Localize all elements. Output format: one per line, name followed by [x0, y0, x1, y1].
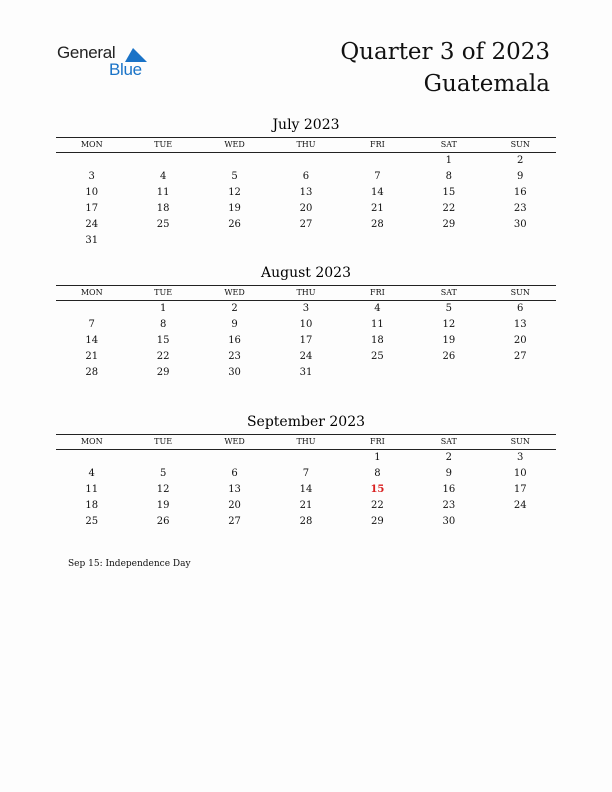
holiday-date-cell: 15	[370, 484, 385, 495]
holiday-note: Sep 15: Independence Day	[68, 559, 191, 569]
title-country: Guatemala	[423, 71, 550, 97]
empty-date-cell	[270, 153, 341, 169]
week-row	[56, 217, 556, 233]
weekday-header-row	[56, 285, 556, 301]
date-cell: 21	[299, 500, 313, 511]
date-cell: 1	[445, 155, 452, 166]
date-cell: 27	[228, 516, 241, 527]
date-cell: 22	[442, 203, 456, 214]
date-cell: 18	[156, 203, 170, 214]
empty-date-cell	[270, 233, 341, 249]
date-cell: 21	[371, 203, 384, 214]
date-cell: 28	[85, 367, 99, 378]
empty-date-cell	[342, 153, 413, 169]
date-cell: 29	[371, 516, 384, 527]
empty-date-cell	[199, 153, 270, 169]
weekday-label: TUE	[154, 288, 173, 297]
date-cell: 17	[513, 484, 527, 495]
date-cell: 6	[231, 468, 238, 479]
date-cell: 14	[371, 187, 384, 198]
date-cell: 26	[228, 219, 241, 230]
week-row	[56, 514, 556, 530]
title-quarter: Quarter 3 of 2023	[340, 39, 550, 65]
empty-date-cell	[485, 233, 556, 249]
empty-date-cell	[342, 233, 413, 249]
empty-date-cell	[270, 450, 341, 466]
weekday-label: FRI	[370, 288, 385, 297]
date-cell: 28	[299, 516, 313, 527]
date-cell: 3	[517, 452, 524, 463]
month-title: August 2023	[261, 265, 351, 281]
weekday-label: MON	[80, 288, 103, 297]
date-cell: 7	[374, 171, 381, 182]
weekday-label: SUN	[510, 140, 530, 149]
calendar-july	[56, 116, 556, 249]
date-cell: 5	[445, 303, 452, 314]
calendar-august	[56, 264, 556, 381]
date-cell: 9	[517, 171, 524, 182]
week-row	[56, 169, 556, 185]
weekday-label: MON	[80, 140, 103, 149]
weekday-label: SUN	[510, 437, 530, 446]
date-cell: 14	[299, 484, 313, 495]
date-cell: 20	[299, 203, 313, 214]
date-cell: 16	[513, 187, 527, 198]
date-cell: 6	[517, 303, 524, 314]
weekday-label: SAT	[440, 437, 457, 446]
page-title	[340, 36, 550, 100]
weekday-label: TUE	[154, 140, 173, 149]
week-row	[56, 482, 556, 498]
date-cell: 9	[445, 468, 452, 479]
empty-date-cell	[485, 365, 556, 381]
date-cell: 2	[517, 155, 524, 166]
empty-date-cell	[56, 450, 127, 466]
date-cell: 17	[299, 335, 313, 346]
date-cell: 27	[513, 351, 527, 362]
week-row	[56, 153, 556, 169]
generalblue-logo	[57, 43, 157, 83]
weekday-label: WED	[224, 437, 245, 446]
date-cell: 12	[156, 484, 170, 495]
date-cell: 3	[302, 303, 310, 314]
empty-date-cell	[342, 365, 413, 381]
date-cell: 4	[159, 171, 167, 182]
date-cell: 18	[85, 500, 99, 511]
date-cell: 23	[442, 500, 456, 511]
calendar-september	[56, 413, 556, 530]
logo-text-blue: Blue	[109, 60, 142, 79]
weekday-label: SAT	[440, 288, 457, 297]
date-cell: 8	[445, 171, 452, 182]
date-cell: 29	[156, 367, 170, 378]
date-cell: 25	[156, 219, 170, 230]
date-cell: 8	[374, 468, 381, 479]
weekday-header-row	[56, 434, 556, 450]
week-row	[56, 233, 556, 249]
month-title: September 2023	[246, 414, 366, 430]
week-row	[56, 466, 556, 482]
weekday-label: WED	[224, 140, 245, 149]
date-cell: 10	[513, 468, 527, 479]
date-cell: 2	[231, 303, 238, 314]
weekday-label: THU	[296, 288, 316, 297]
date-cell: 31	[299, 367, 313, 378]
date-cell: 19	[442, 335, 456, 346]
date-cell: 1	[159, 303, 167, 314]
empty-date-cell	[413, 365, 484, 381]
date-cell: 20	[513, 335, 527, 346]
date-cell: 16	[442, 484, 456, 495]
date-cell: 22	[156, 351, 170, 362]
date-cell: 7	[88, 319, 95, 330]
date-cell: 23	[228, 351, 241, 362]
date-cell: 21	[85, 351, 99, 362]
weekday-label: WED	[224, 288, 245, 297]
date-cell: 20	[228, 500, 241, 511]
weekday-label: THU	[296, 140, 316, 149]
date-cell: 30	[513, 219, 527, 230]
date-cell: 25	[85, 516, 99, 527]
week-row	[56, 333, 556, 349]
week-row	[56, 365, 556, 381]
empty-date-cell	[199, 450, 270, 466]
date-cell: 16	[228, 335, 241, 346]
month-title: July 2023	[272, 117, 340, 133]
empty-date-cell	[127, 233, 198, 249]
date-cell: 13	[228, 484, 241, 495]
weekday-label: MON	[80, 437, 103, 446]
date-cell: 12	[442, 319, 456, 330]
date-cell: 3	[88, 171, 95, 182]
date-cell: 31	[85, 235, 99, 246]
date-cell: 11	[371, 319, 384, 330]
date-cell: 18	[371, 335, 384, 346]
week-row	[56, 498, 556, 514]
date-cell: 5	[231, 171, 238, 182]
empty-date-cell	[127, 450, 198, 466]
weekday-label: FRI	[370, 140, 385, 149]
date-cell: 11	[85, 484, 99, 495]
weekday-label: TUE	[154, 437, 173, 446]
date-cell: 8	[159, 319, 167, 330]
date-cell: 14	[85, 335, 99, 346]
date-cell: 10	[85, 187, 99, 198]
date-cell: 25	[371, 351, 384, 362]
week-row	[56, 450, 556, 466]
date-cell: 7	[302, 468, 310, 479]
date-cell: 23	[513, 203, 527, 214]
date-cell: 30	[228, 367, 241, 378]
date-cell: 4	[88, 468, 95, 479]
date-cell: 6	[302, 171, 310, 182]
weekday-label: SAT	[440, 140, 457, 149]
week-row	[56, 185, 556, 201]
date-cell: 13	[513, 319, 527, 330]
date-cell: 24	[85, 219, 99, 230]
empty-date-cell	[56, 301, 127, 317]
weekday-header-row	[56, 137, 556, 153]
date-cell: 11	[156, 187, 170, 198]
date-cell: 19	[156, 500, 170, 511]
empty-date-cell	[56, 153, 127, 169]
week-row	[56, 301, 556, 317]
date-cell: 13	[299, 187, 313, 198]
logo-text-general: General	[57, 43, 116, 62]
date-cell: 5	[159, 468, 167, 479]
date-cell: 22	[371, 500, 384, 511]
date-cell: 4	[374, 303, 381, 314]
date-cell: 17	[85, 203, 99, 214]
empty-date-cell	[127, 153, 198, 169]
date-cell: 28	[371, 219, 384, 230]
empty-date-cell	[485, 514, 556, 530]
weekday-label: FRI	[370, 437, 385, 446]
week-row	[56, 317, 556, 333]
date-cell: 29	[442, 219, 456, 230]
date-cell: 10	[299, 319, 313, 330]
week-row	[56, 201, 556, 217]
date-cell: 15	[156, 335, 170, 346]
empty-date-cell	[199, 233, 270, 249]
date-cell: 15	[442, 187, 456, 198]
weekday-label: SUN	[510, 288, 530, 297]
date-cell: 26	[156, 516, 170, 527]
date-cell: 2	[445, 452, 452, 463]
date-cell: 24	[513, 500, 527, 511]
date-cell: 9	[231, 319, 238, 330]
date-cell: 30	[442, 516, 456, 527]
date-cell: 12	[228, 187, 241, 198]
weekday-label: THU	[296, 437, 316, 446]
week-row	[56, 349, 556, 365]
date-cell: 19	[228, 203, 241, 214]
date-cell: 27	[299, 219, 313, 230]
date-cell: 1	[374, 452, 381, 463]
empty-date-cell	[413, 233, 484, 249]
date-cell: 24	[299, 351, 313, 362]
date-cell: 26	[442, 351, 456, 362]
